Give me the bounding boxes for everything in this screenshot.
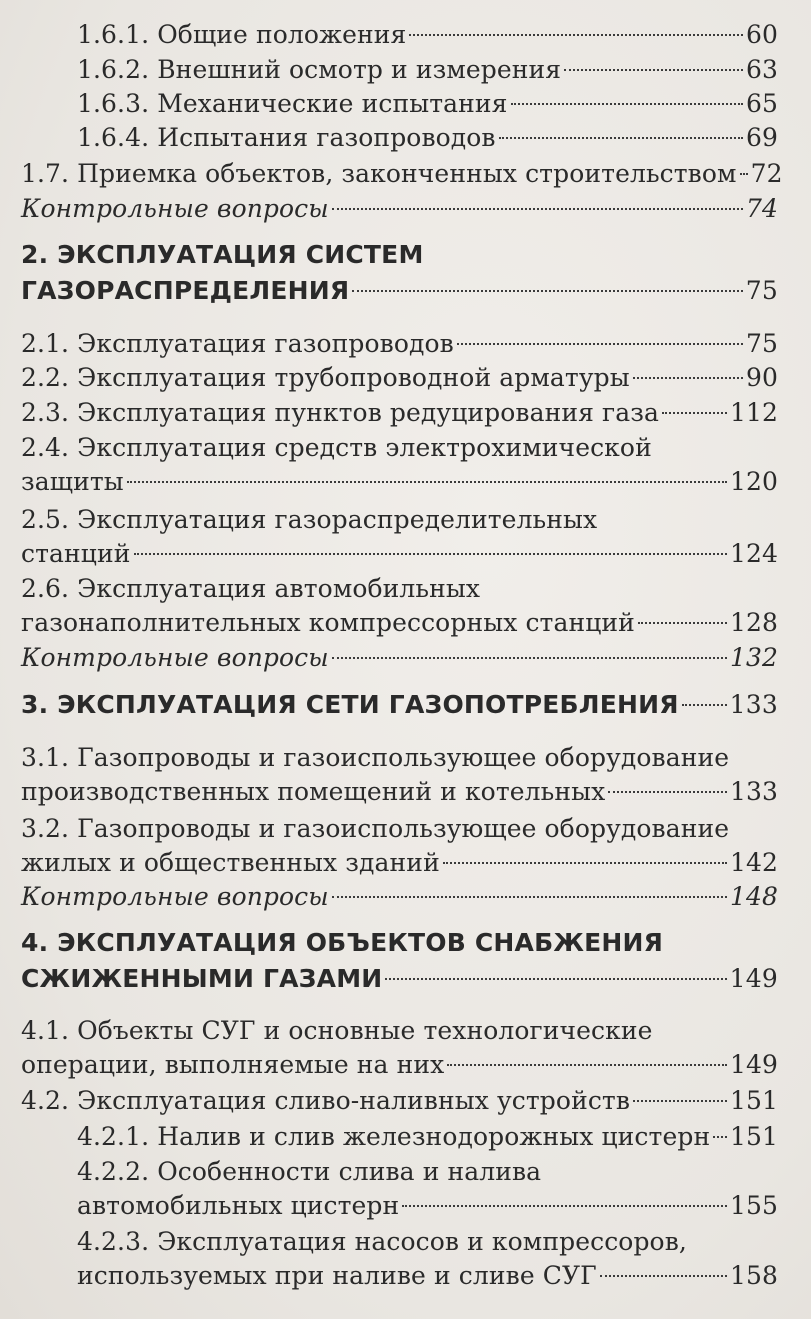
toc-entry-title-line2: СЖИЖЕННЫМИ ГАЗАМИ — [21, 964, 383, 993]
toc-entry-title: 1.6.2. Внешний осмотр и измерения — [77, 55, 562, 84]
dot-leader — [443, 862, 727, 864]
toc-entry-title: 4.2.1. Налив и слив железнодорожных цистерн — [77, 1122, 711, 1151]
toc-entry-title-line1: 4.2.2. Особенности слива и налива — [77, 1157, 542, 1186]
dot-leader — [332, 208, 743, 210]
toc-entry-page: 72 — [750, 159, 783, 188]
toc-entry-page: 124 — [729, 539, 778, 568]
toc-chapter-3 — [21, 688, 778, 724]
toc-entry-title: Контрольные вопросы — [21, 882, 329, 911]
toc-entry-title-line2: жилых и общественных зданий — [21, 848, 440, 877]
toc-entry-3-2 — [21, 812, 778, 880]
toc-entry-page: 90 — [745, 363, 778, 392]
toc-entry-review-questions-3 — [21, 880, 778, 914]
toc-entry-title-line1: 2.6. Эксплуатация автомобильных — [21, 574, 481, 603]
toc-entry-page: 120 — [729, 467, 778, 496]
toc-entry-page: 133 — [729, 777, 778, 806]
toc-entry-page: 142 — [729, 848, 778, 877]
toc-chapter-2 — [21, 238, 778, 310]
toc-entry-4-2 — [21, 1084, 778, 1118]
dot-leader — [127, 481, 727, 483]
toc-entry-1-6-3 — [77, 87, 778, 121]
toc-entry-page: 63 — [745, 55, 778, 84]
dot-leader — [352, 290, 742, 292]
toc-entry-2-3 — [21, 396, 778, 430]
toc-entry-title-line1: 3.2. Газопроводы и газоиспользующее оборудование — [21, 814, 730, 843]
toc-entry-4-2-3 — [77, 1225, 778, 1293]
dot-leader — [134, 553, 727, 555]
dot-leader — [499, 137, 743, 139]
toc-entry-title-line1: 4.2.3. Эксплуатация насосов и компрессоров, — [77, 1227, 687, 1256]
toc-entry-title-line2: автомобильных цистерн — [77, 1191, 400, 1220]
toc-entry-title-line2: станций — [21, 539, 131, 568]
dot-leader — [447, 1064, 727, 1066]
toc-entry-page: 65 — [745, 89, 778, 118]
toc-entry-page: 133 — [729, 690, 778, 719]
dot-leader — [402, 1205, 727, 1207]
toc-entry-2-6 — [21, 572, 778, 640]
toc-entry-page: 151 — [729, 1086, 778, 1115]
toc-entry-title-line1: 4.1. Объекты СУГ и основные технологические — [21, 1016, 653, 1045]
toc-entry-title: 2.2. Эксплуатация трубопроводной арматуры — [21, 363, 630, 392]
toc-entry-4-1 — [21, 1014, 778, 1082]
dot-leader — [662, 412, 727, 414]
toc-entry-page: 155 — [729, 1191, 778, 1220]
dot-leader — [385, 978, 726, 980]
toc-entry-page: 75 — [745, 276, 778, 305]
toc-entry-title: 1.6.1. Общие положения — [77, 20, 407, 49]
toc-entry-title: 2.1. Эксплуатация газопроводов — [21, 329, 454, 358]
toc-entry-3-1 — [21, 741, 778, 809]
toc-entry-page: 158 — [729, 1261, 778, 1290]
toc-entry-title-line2: ГАЗОРАСПРЕДЕЛЕНИЯ — [21, 276, 350, 305]
toc-entry-page: 74 — [745, 194, 778, 223]
toc-entry-title-line2: защиты — [21, 467, 124, 496]
toc-entry-1-6-1 — [77, 18, 778, 52]
toc-entry-4-2-1 — [77, 1120, 778, 1154]
dot-leader — [511, 103, 743, 105]
dot-leader — [740, 173, 748, 175]
dot-leader — [332, 657, 727, 659]
dot-leader — [638, 622, 727, 624]
toc-entry-title-line1: 2.4. Эксплуатация средств электрохимической — [21, 433, 652, 462]
toc-entry-page: 149 — [729, 964, 778, 993]
toc-entry-2-5 — [21, 503, 778, 571]
toc-entry-page: 151 — [729, 1122, 778, 1151]
toc-entry-page: 75 — [745, 329, 778, 358]
toc-entry-page: 148 — [729, 882, 778, 911]
toc-entry-title-line1: 2. ЭКСПЛУАТАЦИЯ СИСТЕМ — [21, 240, 424, 269]
toc-entry-title: 1.6.4. Испытания газопроводов — [77, 123, 496, 152]
toc-entry-2-1 — [21, 327, 778, 361]
toc-entry-title-line2: используемых при наливе и сливе СУГ — [77, 1261, 597, 1290]
toc-entry-review-questions-2 — [21, 641, 778, 675]
toc-entry-title: Контрольные вопросы — [21, 194, 329, 223]
toc-entry-page: 128 — [729, 608, 778, 637]
toc-entry-2-4 — [21, 431, 778, 499]
toc-entry-title-line2: газонаполнительных компрессорных станций — [21, 608, 635, 637]
toc-chapter-4 — [21, 926, 778, 998]
toc-entry-2-2 — [21, 361, 778, 395]
dot-leader — [713, 1136, 727, 1138]
toc-entry-page: 132 — [729, 643, 778, 672]
toc-entry-title-line1: 4. ЭКСПЛУАТАЦИЯ ОБЪЕКТОВ СНАБЖЕНИЯ — [21, 928, 664, 957]
dot-leader — [457, 343, 743, 345]
dot-leader — [608, 791, 727, 793]
dot-leader — [682, 704, 727, 706]
dot-leader — [633, 1100, 727, 1102]
toc-entry-title: 4.2. Эксплуатация сливо-наливных устройств — [21, 1086, 631, 1115]
toc-entry-title: Контрольные вопросы — [21, 643, 329, 672]
toc-entry-1-6-4 — [77, 121, 778, 155]
dot-leader — [409, 34, 743, 36]
toc-entry-page: 112 — [729, 398, 778, 427]
toc-entry-title-line1: 2.5. Эксплуатация газораспределительных — [21, 505, 598, 534]
toc-entry-review-questions-1 — [21, 192, 778, 226]
dot-leader — [564, 69, 743, 71]
toc-entry-page: 149 — [729, 1050, 778, 1079]
toc-entry-title: 1.7. Приемка объектов, законченных строительством — [21, 159, 737, 188]
toc-entry-page: 69 — [745, 123, 778, 152]
toc-entry-title: 2.3. Эксплуатация пунктов редуцирования газа — [21, 398, 659, 427]
toc-entry-title-line1: 3.1. Газопроводы и газоиспользующее оборудование — [21, 743, 730, 772]
toc-entry-page: 60 — [745, 20, 778, 49]
toc-entry-1-7 — [21, 157, 783, 191]
toc-entry-4-2-2 — [77, 1155, 778, 1223]
toc-entry-title: 3. ЭКСПЛУАТАЦИЯ СЕТИ ГАЗОПОТРЕБЛЕНИЯ — [21, 690, 679, 719]
toc-entry-title: 1.6.3. Механические испытания — [77, 89, 508, 118]
toc-entry-title-line2: операции, выполняемые на них — [21, 1050, 445, 1079]
toc-entry-title-line2: производственных помещений и котельных — [21, 777, 606, 806]
dot-leader — [332, 896, 727, 898]
dot-leader — [633, 377, 743, 379]
toc-entry-1-6-2 — [77, 53, 778, 87]
dot-leader — [600, 1275, 727, 1277]
